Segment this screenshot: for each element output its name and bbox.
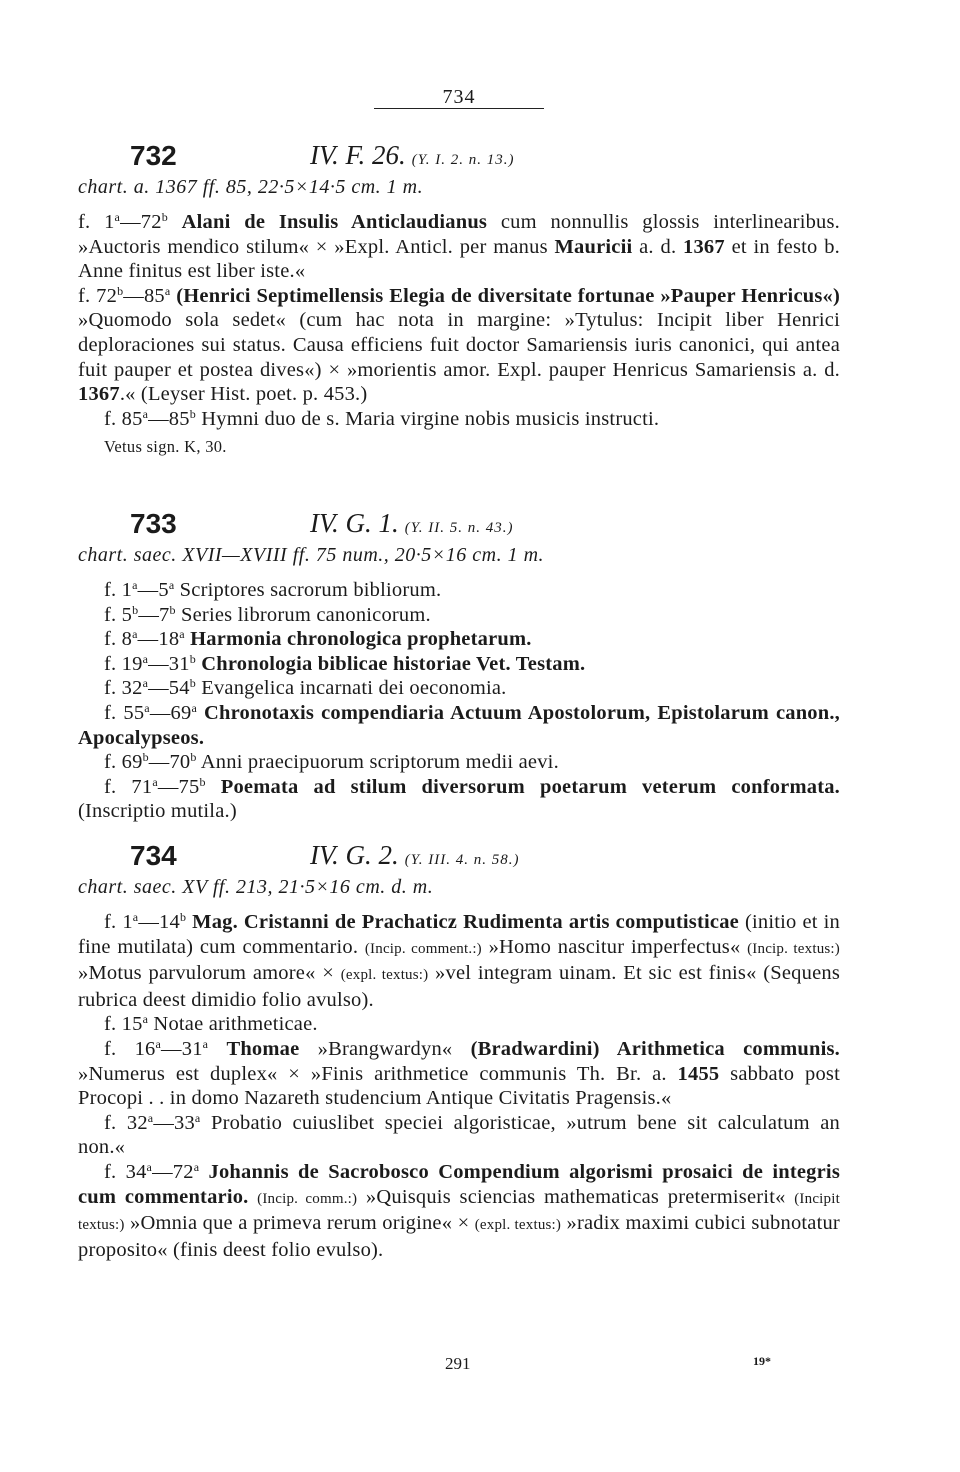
- entry-heading: [78, 140, 840, 176]
- catalog-entry-734: [78, 840, 840, 1262]
- content-item: f. 69$^b$—70$^b$ Anni praecipuorum scriptorum medii aevi.: [104, 750, 559, 774]
- page-number-bottom: 291: [445, 1354, 471, 1373]
- entry-shelfmark: IV. G. 1. (Y. II. 5. n. 43.): [310, 508, 514, 538]
- content-item: f. 32$^a$—54$^b$ Evangelica incarnati dei oeconomia.: [104, 676, 507, 700]
- content-item: f. 15$^a$ Notae arithmeticae.: [104, 1012, 318, 1036]
- old-shelfmark: (Y. III. 4. n. 58.): [404, 852, 520, 868]
- content-item: f. 55$^a$—69$^a$ Chronotaxis compendiaria Actuum Apostolorum, Epistolarum canon., Apocalypseos.: [78, 700, 841, 749]
- header-rule: [374, 108, 544, 109]
- page-number-top: 734: [442, 86, 476, 108]
- entry-material-line: chart. saec. XVII—XVIII ff. 75 num., 20·5×16 cm. 1 m.: [78, 544, 545, 566]
- content-item: f. 1$^a$—72$^b$ Alani de Insulis Anticlaudianus cum nonnullis glossis interlinearibus. »Auctoris mendico stilum« × »Expl. Anticl. per manus Mauricii a. d. 1367 et in festo b. Anne finitus est liber iste.«: [78, 210, 841, 283]
- page-footer: [78, 1354, 840, 1378]
- content-item: f. 5$^b$—7$^b$ Series librorum canonicorum.: [104, 602, 431, 626]
- former-signature: Vetus sign. K, 30.: [104, 437, 227, 457]
- content-item: f. 19$^a$—31$^b$ Chronologia biblicae historiae Vet. Testam.: [104, 651, 586, 675]
- content-item: f. 72$^b$—85$^a$ (Henrici Septimellensis Elegia de diversitate fortunae »Pauper Henricus«) »Quomodo sola sedet« (cum hac nota in margine: »Tytulus: Incipit liber Henrici deploraciones sui status. Causa efficiens fuit doctor Samariensis iuris canonici, qui antea fuit pauper et postea dives«) × »morientis amor. Expl. pauper Henricus Samariensis a. d. 1367.« (Leyser Hist. poet. p. 453.): [78, 283, 841, 406]
- entry-number: 733: [130, 508, 177, 539]
- entry-number: 734: [130, 840, 177, 871]
- content-item: f. 71$^a$—75$^b$ Poemata ad stilum diversorum poetarum veterum conformata. (Inscriptio mutila.): [78, 774, 841, 823]
- catalog-entry-733: [78, 508, 840, 824]
- content-item: f. 34$^a$—72$^a$ Johannis de Sacrobosco Compendium algorismi prosaici de integris cum commentario. (Incip. comm.:) »Quisquis sciencias mathematicas pretermiserit« (Incipit textus:) »Omnia que a primeva rerum origine« × (expl. textus:) »radix maximi cubici subnotatur proposito« (finis deest folio evulso).: [78, 1159, 841, 1261]
- entry-shelfmark: IV. F. 26. (Y. I. 2. n. 13.): [310, 140, 515, 170]
- entry-heading: [78, 508, 840, 544]
- old-shelfmark: (Y. I. 2. n. 13.): [411, 152, 515, 168]
- content-item: f. 32$^a$—33$^a$ Probatio cuiuslibet speciei algoristicae, »utrum bene sit calculatum an non.«: [78, 1110, 840, 1159]
- entry-heading: [78, 840, 840, 876]
- entry-shelfmark: IV. G. 2. (Y. III. 4. n. 58.): [310, 840, 520, 870]
- entry-number: 732: [130, 140, 177, 171]
- page-header: [78, 86, 840, 109]
- entry-material-line: chart. a. 1367 ff. 85, 22·5×14·5 cm. 1 m.: [78, 176, 424, 198]
- content-item: f. 1$^a$—14$^b$ Mag. Cristanni de Prachaticz Rudimenta artis computisticae (initio et in fine mutilata) cum commentario. (Incip. comment.:) »Homo nascitur imperfectus« (Incip. textus:) »Motus parvulorum amore« × (expl. textus:) »vel integram uinam. Et sic est finis« (Sequens rubrica deest dimidio folio avulso).: [78, 910, 841, 1011]
- content-item: f. 8$^a$—18$^a$ Harmonia chronologica prophetarum.: [104, 627, 532, 651]
- catalog-entry-732: [78, 140, 840, 460]
- content-item: f. 1$^a$—5$^a$ Scriptores sacrorum bibliorum.: [104, 578, 442, 601]
- content-item: f. 16$^a$—31$^a$ Thomae »Brangwardyn« (Bradwardini) Arithmetica communis. »Numerus est duplex« × »Finis arithmetice communis Th. Br. a. 1455 sabbato post Procopi . . in domo Nazareth studencium Antique Civitatis Pragensis.«: [78, 1036, 840, 1110]
- entry-material-line: chart. saec. XV ff. 213, 21·5×16 cm. d. m.: [78, 876, 434, 898]
- old-shelfmark: (Y. II. 5. n. 43.): [404, 520, 514, 536]
- printer-signature-mark: 19*: [753, 1354, 771, 1368]
- content-item: f. 85$^a$—85$^b$ Hymni duo de s. Maria virgine nobis musicis instructi.: [104, 406, 660, 430]
